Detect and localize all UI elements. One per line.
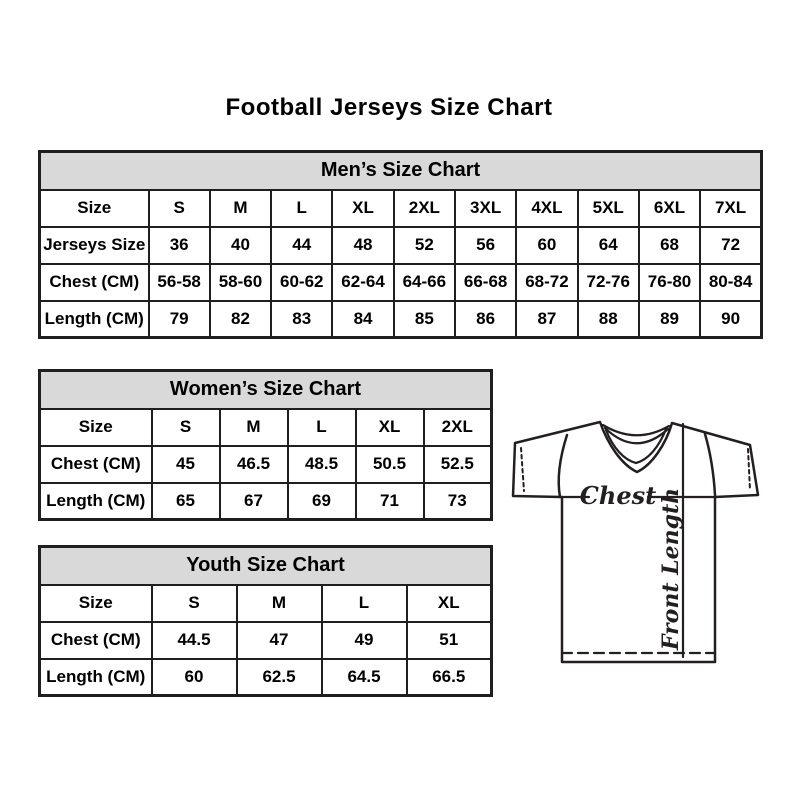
- data-cell: S: [152, 585, 237, 622]
- data-cell: 88: [578, 301, 639, 338]
- vneck-inner-icon: [606, 429, 666, 463]
- row-header-cell: Chest (CM): [40, 622, 152, 659]
- page-title: Football Jerseys Size Chart: [225, 94, 553, 121]
- data-cell: 87: [516, 301, 577, 338]
- data-cell: 64.5: [322, 659, 407, 696]
- mens-size-table: [38, 150, 763, 339]
- youth-table-title: Youth Size Chart: [40, 547, 492, 585]
- table-row: [40, 409, 492, 446]
- data-cell: 85: [394, 301, 455, 338]
- jersey-outline-icon: [513, 422, 758, 662]
- row-header-cell: Size: [40, 585, 152, 622]
- data-cell: S: [149, 190, 210, 227]
- data-cell: XL: [356, 409, 424, 446]
- data-cell: 66-68: [455, 264, 516, 301]
- right-cuff-stitch-icon: [748, 449, 750, 490]
- data-cell: 46.5: [220, 446, 288, 483]
- data-cell: 52: [394, 227, 455, 264]
- data-cell: 65: [152, 483, 220, 520]
- data-cell: 72: [700, 227, 761, 264]
- youth-size-table: [38, 545, 493, 697]
- left-cuff-stitch-icon: [521, 448, 524, 491]
- mens-table-title: Men’s Size Chart: [40, 152, 762, 190]
- data-cell: 48.5: [288, 446, 356, 483]
- table-header-row: [40, 152, 762, 190]
- data-cell: 68-72: [516, 264, 577, 301]
- row-header-cell: Chest (CM): [40, 264, 149, 301]
- data-cell: 36: [149, 227, 210, 264]
- table-header-row: [40, 547, 492, 585]
- row-header-cell: Length (CM): [40, 483, 152, 520]
- front-length-label: Front Length: [658, 487, 684, 651]
- data-cell: 60: [152, 659, 237, 696]
- data-cell: 45: [152, 446, 220, 483]
- data-cell: M: [220, 409, 288, 446]
- row-header-cell: Length (CM): [40, 659, 152, 696]
- row-header-cell: Length (CM): [40, 301, 149, 338]
- data-cell: M: [210, 190, 271, 227]
- data-cell: 68: [639, 227, 700, 264]
- data-cell: 5XL: [578, 190, 639, 227]
- data-cell: 66.5: [407, 659, 492, 696]
- data-cell: 83: [271, 301, 332, 338]
- womens-size-table: [38, 369, 493, 521]
- table-row: [40, 227, 762, 264]
- table-row: [40, 264, 762, 301]
- table-row: [40, 190, 762, 227]
- data-cell: 56: [455, 227, 516, 264]
- data-cell: 76-80: [639, 264, 700, 301]
- data-cell: 44: [271, 227, 332, 264]
- data-cell: L: [288, 409, 356, 446]
- table-header-row: [40, 371, 492, 409]
- data-cell: 82: [210, 301, 271, 338]
- data-cell: 40: [210, 227, 271, 264]
- data-cell: 72-76: [578, 264, 639, 301]
- table-row: [40, 659, 492, 696]
- table-row: [40, 622, 492, 659]
- data-cell: 84: [332, 301, 393, 338]
- chest-label: Chest: [579, 481, 657, 510]
- data-cell: 69: [288, 483, 356, 520]
- data-cell: 73: [424, 483, 492, 520]
- data-cell: 60-62: [271, 264, 332, 301]
- data-cell: XL: [407, 585, 492, 622]
- right-armhole-seam-icon: [705, 434, 715, 495]
- left-armhole-seam-icon: [559, 435, 567, 497]
- data-cell: 44.5: [152, 622, 237, 659]
- data-cell: L: [271, 190, 332, 227]
- data-cell: 80-84: [700, 264, 761, 301]
- data-cell: 52.5: [424, 446, 492, 483]
- table-row: [40, 446, 492, 483]
- data-cell: 64: [578, 227, 639, 264]
- data-cell: 89: [639, 301, 700, 338]
- data-cell: 3XL: [455, 190, 516, 227]
- data-cell: 2XL: [424, 409, 492, 446]
- data-cell: 4XL: [516, 190, 577, 227]
- row-header-cell: Size: [40, 409, 152, 446]
- data-cell: 60: [516, 227, 577, 264]
- data-cell: 79: [149, 301, 210, 338]
- data-cell: 47: [237, 622, 322, 659]
- data-cell: 58-60: [210, 264, 271, 301]
- data-cell: 64-66: [394, 264, 455, 301]
- data-cell: 86: [455, 301, 516, 338]
- data-cell: L: [322, 585, 407, 622]
- row-header-cell: Size: [40, 190, 149, 227]
- data-cell: 62.5: [237, 659, 322, 696]
- data-cell: XL: [332, 190, 393, 227]
- data-cell: 90: [700, 301, 761, 338]
- data-cell: 49: [322, 622, 407, 659]
- data-cell: 7XL: [700, 190, 761, 227]
- table-row: [40, 483, 492, 520]
- data-cell: 56-58: [149, 264, 210, 301]
- data-cell: 2XL: [394, 190, 455, 227]
- table-row: [40, 585, 492, 622]
- row-header-cell: Chest (CM): [40, 446, 152, 483]
- data-cell: 51: [407, 622, 492, 659]
- data-cell: M: [237, 585, 322, 622]
- data-cell: 71: [356, 483, 424, 520]
- data-cell: 48: [332, 227, 393, 264]
- jersey-diagram: [498, 410, 770, 672]
- womens-table-title: Women’s Size Chart: [40, 371, 492, 409]
- data-cell: 67: [220, 483, 288, 520]
- data-cell: 62-64: [332, 264, 393, 301]
- data-cell: S: [152, 409, 220, 446]
- data-cell: 50.5: [356, 446, 424, 483]
- table-row: [40, 301, 762, 338]
- row-header-cell: Jerseys Size: [40, 227, 149, 264]
- data-cell: 6XL: [639, 190, 700, 227]
